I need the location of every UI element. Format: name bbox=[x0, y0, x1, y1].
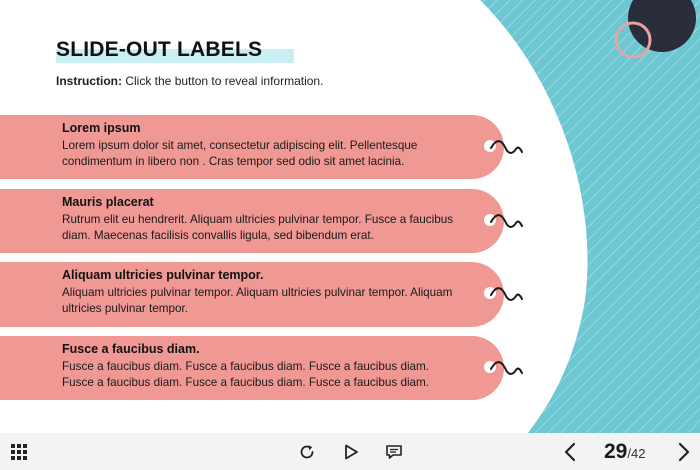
replay-icon bbox=[298, 443, 316, 461]
instruction-prefix: Instruction: bbox=[56, 74, 122, 88]
comment-icon bbox=[385, 443, 403, 461]
label-body: Aliquam ultricies pulvinar tempor. Aliquam ultricies pulvinar tempor. Aliquam ultricies pulvinar tempor. bbox=[62, 286, 453, 315]
title-block bbox=[56, 38, 262, 62]
next-button[interactable] bbox=[668, 433, 698, 470]
page-total: /42 bbox=[627, 446, 646, 461]
string-icon bbox=[490, 284, 524, 306]
menu-button[interactable] bbox=[2, 433, 36, 470]
page-indicator bbox=[604, 440, 645, 464]
string-icon bbox=[490, 358, 524, 380]
label-heading: Mauris placerat bbox=[62, 195, 154, 209]
slide-out-label[interactable] bbox=[0, 189, 504, 253]
instruction-text: Click the button to reveal information. bbox=[125, 74, 324, 88]
comment-button[interactable] bbox=[379, 433, 409, 470]
prev-button[interactable] bbox=[556, 433, 586, 470]
prev-arrow-icon bbox=[563, 442, 579, 462]
slide-out-label[interactable] bbox=[0, 262, 504, 327]
label-body: Fusce a faucibus diam. Fusce a faucibus diam. Fusce a faucibus diam. Fusce a faucibus diam. Fusce a faucibus diam. Fusce a faucibus diam. bbox=[62, 360, 430, 389]
play-icon bbox=[342, 443, 360, 461]
replay-button[interactable] bbox=[292, 433, 322, 470]
label-heading: Aliquam ultricies pulvinar tempor. bbox=[62, 268, 264, 282]
label-body: Rutrum elit eu hendrerit. Aliquam ultricies pulvinar tempor. Fusce a faucibus diam. Maecenas facilisis convallis ligula, sed bibendum erat. bbox=[62, 213, 454, 242]
slide-out-label[interactable] bbox=[0, 115, 504, 179]
label-body: Lorem ipsum dolor sit amet, consectetur adipiscing elit. Pellentesque condimentum in libero non . Cras tempor sed odio sit amet lacinia. bbox=[62, 139, 418, 168]
slide-out-label[interactable] bbox=[0, 336, 504, 400]
string-icon bbox=[490, 211, 524, 233]
page-title: SLIDE-OUT LABELS bbox=[56, 38, 263, 61]
label-heading: Fusce a faucibus diam. bbox=[62, 342, 200, 356]
next-arrow-icon bbox=[675, 442, 691, 462]
string-icon bbox=[490, 137, 524, 159]
instruction bbox=[56, 74, 323, 88]
grid-menu-icon bbox=[10, 443, 28, 461]
label-heading: Lorem ipsum bbox=[62, 121, 141, 135]
player-toolbar bbox=[0, 433, 700, 470]
play-button[interactable] bbox=[336, 433, 366, 470]
page-current: 29 bbox=[604, 440, 628, 463]
